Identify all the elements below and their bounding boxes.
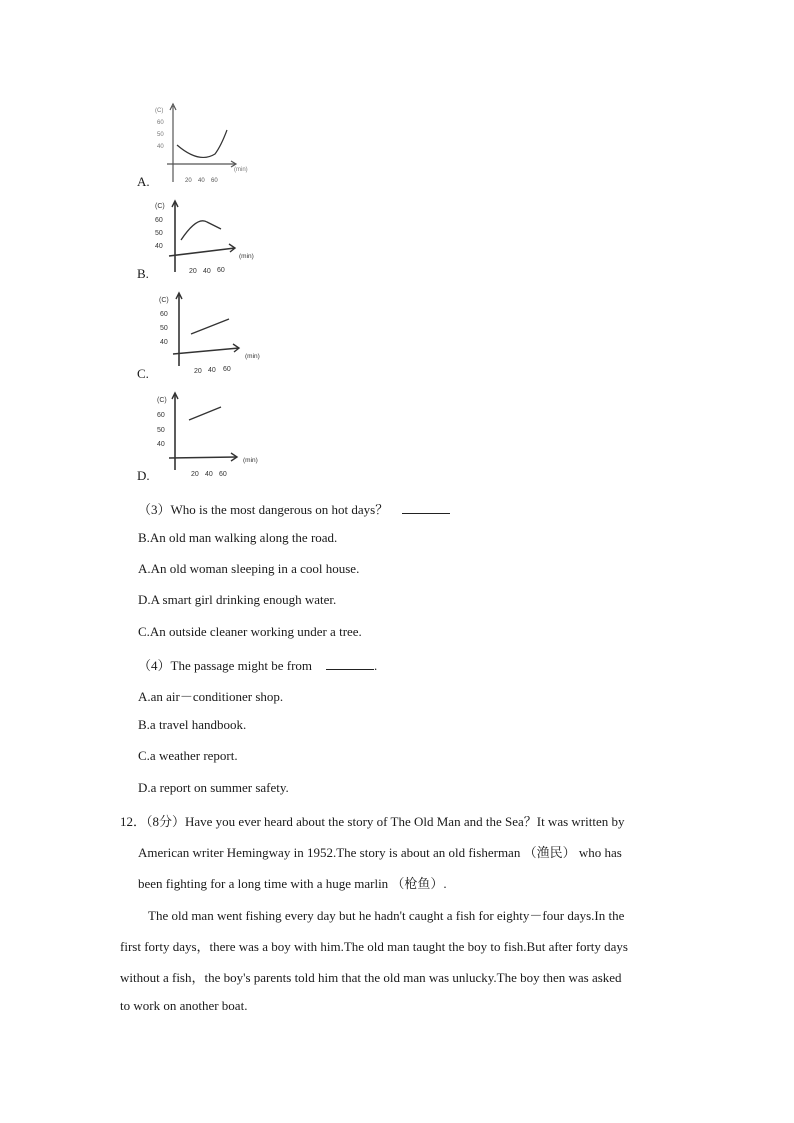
q3-option: A.An old woman sleeping in a cool house. (138, 561, 360, 576)
answer-blank[interactable] (402, 512, 450, 514)
y-tick: 50 (157, 427, 165, 434)
y-tick: 40 (157, 441, 165, 448)
x-axis-label: (min) (234, 167, 248, 173)
q3-option: B.An old man walking along the road. (138, 530, 338, 545)
q4-option: B.a travel handbook. (138, 717, 247, 732)
x-tick: 40 (198, 178, 205, 184)
q3-prompt-text: （3）Who is the most dangerous on hot days？ (138, 502, 389, 517)
curve (189, 407, 221, 420)
graph-option-a (137, 100, 277, 192)
graph-option-d (137, 390, 277, 486)
y-tick: 40 (157, 144, 164, 150)
option-letter: B. (137, 266, 149, 281)
graph-a-plot (151, 100, 277, 188)
x-tick: 20 (191, 471, 199, 478)
q3-prompt (138, 499, 450, 518)
q12-passage-line: without a fish，the boy's parents told him that the old man was unlucky.The boy then was asked (120, 970, 622, 985)
q12-passage-line: The old man went fishing every day but he hadn't caught a fish for eighty－four days.In the (148, 908, 625, 923)
x-tick: 60 (217, 267, 225, 274)
q12-intro-line: been fighting for a long time with a huge marlin （枪鱼）. (138, 876, 447, 891)
y-tick: 60 (157, 412, 165, 419)
x-axis-label: (min) (243, 457, 258, 464)
q12-intro-line: American writer Hemingway in 1952.The story is about an old fisherman （渔民） who has (138, 845, 622, 860)
q12-passage-line: first forty days，there was a boy with him.The old man taught the boy to fish.But after forty days (120, 939, 628, 954)
y-axis-label: (C) (159, 297, 169, 304)
curve (191, 319, 229, 334)
graph-d-plot (151, 390, 277, 478)
x-tick: 60 (223, 366, 231, 373)
graph-option-c (137, 290, 277, 386)
y-axis-label: (C) (155, 203, 165, 210)
y-tick: 60 (157, 120, 164, 126)
q4-option: A.an air－conditioner shop. (138, 689, 284, 704)
curve (177, 130, 227, 157)
graph-c-plot (151, 290, 277, 376)
q4-prompt-text: （4）The passage might be from (138, 658, 313, 673)
y-tick: 50 (155, 230, 163, 237)
graph-option-b (137, 198, 277, 286)
option-letter: C. (137, 366, 149, 381)
x-tick: 60 (211, 178, 218, 184)
y-tick: 40 (160, 339, 168, 346)
q4-prompt (138, 655, 377, 674)
x-tick: 40 (205, 471, 213, 478)
q4-option: D.a report on summer safety. (138, 780, 289, 795)
x-axis-label: (min) (239, 253, 254, 260)
q12-passage-line: to work on another boat. (120, 998, 248, 1013)
y-axis-label: (C) (157, 397, 167, 404)
graph-b-plot (151, 198, 277, 282)
x-axis-label: (min) (245, 353, 260, 360)
y-axis-label: (C) (155, 108, 164, 114)
y-tick: 50 (157, 132, 164, 138)
y-tick: 60 (155, 217, 163, 224)
y-tick: 50 (160, 325, 168, 332)
x-tick: 20 (189, 268, 197, 275)
curve (181, 221, 221, 240)
q3-option: D.A smart girl drinking enough water. (138, 592, 337, 607)
answer-blank[interactable] (326, 668, 374, 670)
q12-intro-line: 12．（8分）Have you ever heard about the story of The Old Man and the Sea？It was written by (120, 814, 625, 829)
x-tick: 20 (185, 178, 192, 184)
x-tick: 20 (194, 368, 202, 375)
y-tick: 60 (160, 311, 168, 318)
q4-prompt-end: . (374, 658, 378, 673)
x-tick: 40 (208, 367, 216, 374)
x-tick: 60 (219, 471, 227, 478)
x-tick: 40 (203, 268, 211, 275)
q4-option: C.a weather report. (138, 748, 238, 763)
option-letter: D. (137, 468, 150, 483)
q3-option: C.An outside cleaner working under a tree. (138, 624, 362, 639)
y-tick: 40 (155, 243, 163, 250)
option-letter: A. (137, 174, 150, 189)
